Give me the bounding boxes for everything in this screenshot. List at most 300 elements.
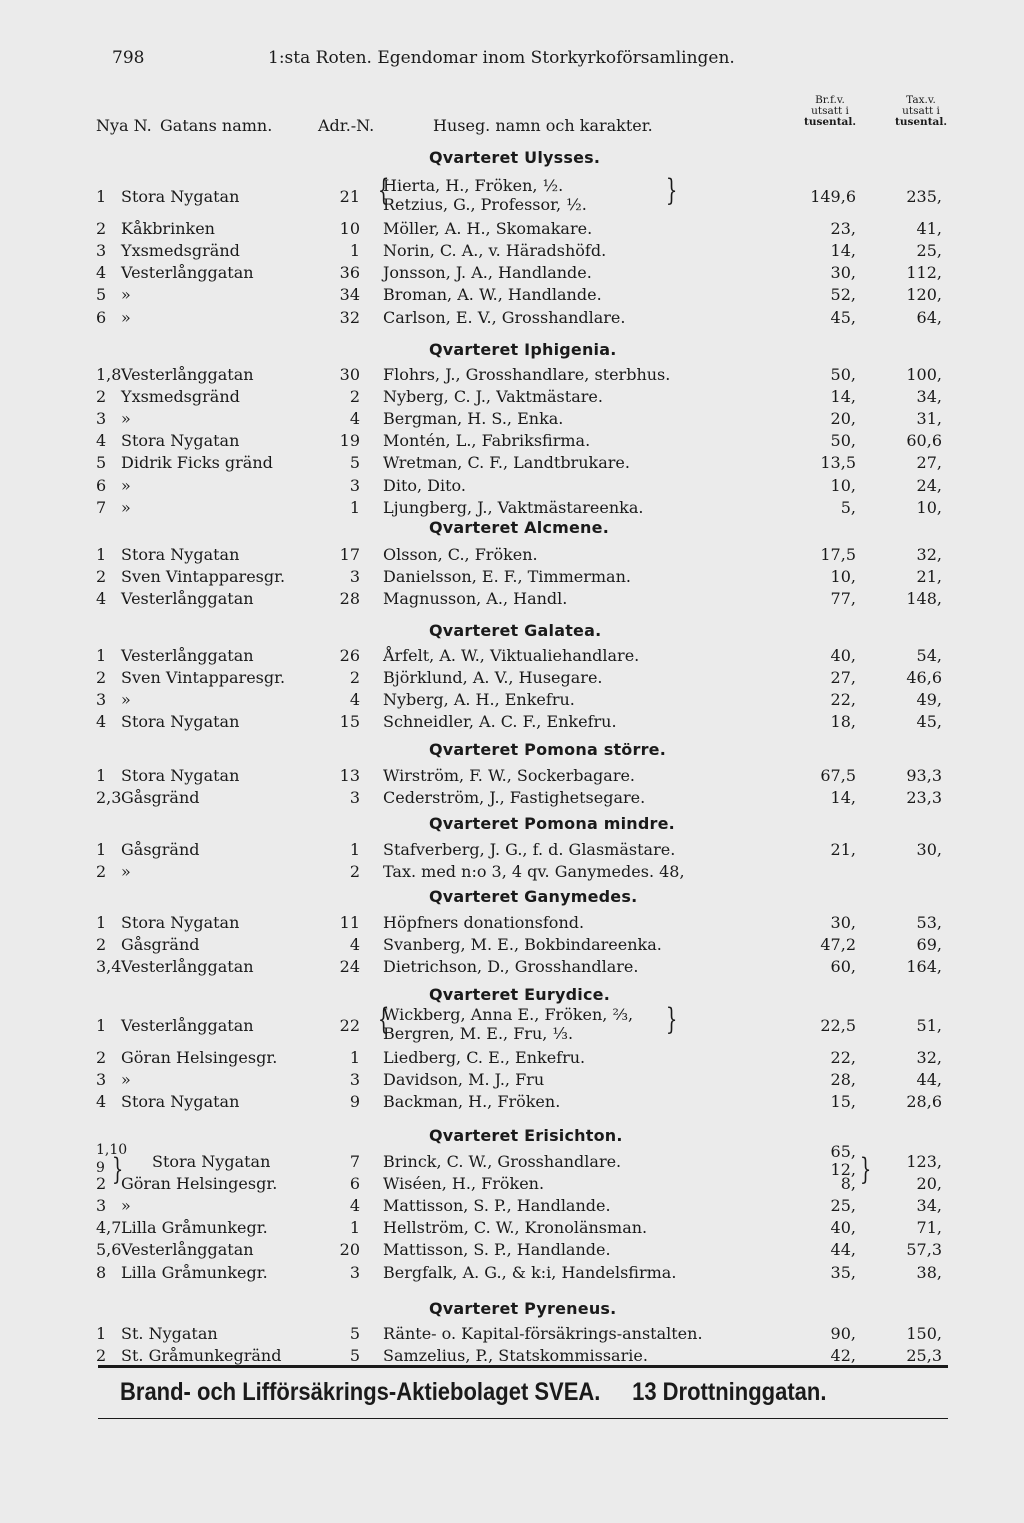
col-nya-n: Nya N. [96, 116, 152, 135]
property-row [0, 957, 1024, 981]
row-brf-value: 5, [840, 497, 856, 517]
col-tax-sub2: tusental. [894, 116, 947, 128]
row-number: 5 [96, 285, 107, 305]
quarter-title: Qvarteret Pomona mindre. [429, 814, 675, 833]
row-address-number: 30 [339, 365, 360, 384]
property-row [0, 646, 1024, 670]
row-street: Vesterlånggatan [121, 1240, 254, 1260]
row-tax-value: 28,6 [906, 1092, 942, 1112]
property-row [0, 712, 1024, 736]
property-row [0, 1174, 1024, 1198]
property-row [0, 431, 1024, 455]
row-number: 4 [96, 431, 107, 451]
row-address-number: 28 [339, 589, 360, 609]
footer-advert [120, 1378, 826, 1407]
row-brf-value: 27, [830, 668, 856, 688]
row-number: 2 [96, 668, 107, 688]
row-tax-value: 57,3 [906, 1240, 942, 1260]
brace: } [111, 1152, 124, 1187]
row-street: Vesterlånggatan [121, 1016, 254, 1035]
property-row [0, 788, 1024, 812]
col-gatans-namn: Gatans namn. [160, 116, 273, 135]
property-row [0, 1002, 1024, 1043]
row-tax-value: 235, [906, 187, 942, 206]
property-row [0, 308, 1024, 332]
row-number-2: 9 [96, 1160, 105, 1176]
row-brf-value: 50, [830, 365, 856, 384]
row-brf-value: 40, [830, 1218, 856, 1238]
row-owner: Tax. med n:o 3, 4 qv. Ganymedes. 48, [383, 862, 685, 882]
row-number: 1 [96, 646, 107, 665]
row-owner: Stafverberg, J. G., f. d. Glasmästare. [383, 840, 676, 859]
row-tax-value: 100, [906, 365, 942, 384]
col-brf-sub1: utsatt i [811, 105, 849, 117]
row-tax-value: 64, [916, 307, 942, 327]
row-owner: Ränte- o. Kapital-försäkrings-anstalten. [383, 1324, 703, 1343]
property-row [0, 1048, 1024, 1072]
row-owner: Magnusson, A., Handl. [383, 589, 568, 609]
row-address-number: 19 [339, 431, 360, 451]
row-owner: Wickberg, Anna E., Fröken, ⅔, [383, 1005, 634, 1024]
property-row [0, 589, 1024, 613]
row-street: St. Nygatan [121, 1324, 218, 1343]
row-address-number: 5 [349, 1324, 360, 1343]
row-address-number: 10 [339, 219, 360, 239]
row-brf-value: 90, [830, 1324, 856, 1343]
row-street: Kåkbrinken [121, 219, 215, 239]
row-street: » [121, 1196, 131, 1216]
row-address-number: 3 [349, 1262, 360, 1282]
property-row [0, 690, 1024, 714]
col-brf-title: Br.f.v. [815, 94, 845, 106]
row-address-number: 24 [339, 957, 360, 977]
row-address-number: 5 [349, 453, 360, 473]
row-owner: Bergfalk, A. G., & k:i, Handelsfirma. [383, 1262, 677, 1282]
row-street: Göran Helsingesgr. [121, 1048, 278, 1068]
row-number: 5 [96, 453, 107, 473]
row-brf-value: 10, [830, 567, 856, 587]
row-street: » [121, 497, 131, 517]
row-tax-value: 25,3 [906, 1346, 942, 1366]
row-tax-value: 60,6 [906, 431, 942, 451]
row-brf-value: 47,2 [820, 935, 856, 955]
property-row [0, 173, 1024, 214]
row-owner: Möller, A. H., Skomakare. [383, 219, 593, 239]
row-owner: Nyberg, A. H., Enkefru. [383, 690, 575, 710]
row-owner: Wirström, F. W., Sockerbagare. [383, 766, 636, 785]
row-number: 4 [96, 1092, 107, 1112]
row-number: 1 [96, 1324, 107, 1343]
row-tax-value: 164, [906, 957, 942, 977]
row-brf-value-2: 12, [830, 1160, 856, 1179]
row-number: 3 [96, 241, 107, 261]
row-address-number: 4 [349, 935, 360, 955]
row-brf-value: 25, [830, 1196, 856, 1216]
row-number: 5,6 [96, 1240, 122, 1260]
row-tax-value: 34, [916, 1196, 942, 1216]
property-row [0, 409, 1024, 433]
row-brf-value: 10, [830, 475, 856, 495]
row-address-number: 5 [349, 1346, 360, 1366]
row-address-number: 3 [349, 475, 360, 495]
row-number: 2 [96, 1174, 107, 1194]
row-address-number: 4 [349, 1196, 360, 1216]
row-address-number: 1 [349, 1218, 360, 1238]
row-owner: Björklund, A. V., Husegare. [383, 668, 603, 688]
row-owner: Ljungberg, J., Vaktmästareenka. [383, 497, 644, 517]
row-address-number: 11 [339, 913, 360, 932]
row-street: Stora Nygatan [121, 712, 240, 732]
row-tax-value: 41, [916, 219, 942, 239]
row-street: Göran Helsingesgr. [121, 1174, 278, 1194]
row-number: 7 [96, 497, 107, 517]
property-row [0, 1070, 1024, 1094]
row-tax-value: 112, [906, 263, 942, 283]
row-address-number: 21 [339, 187, 360, 206]
footer-company: Brand- och Lifförsäkrings-Aktiebolaget SVEA. [120, 1378, 601, 1406]
row-address-number: 22 [339, 1016, 360, 1035]
row-street: St. Gråmunkegränd [121, 1346, 282, 1366]
quarter-title: Qvarteret Iphigenia. [429, 340, 617, 359]
row-street: Vesterlånggatan [121, 365, 254, 384]
property-row [0, 668, 1024, 692]
property-row [0, 545, 1024, 569]
row-brf-value: 44, [830, 1240, 856, 1260]
row-address-number: 36 [339, 263, 360, 283]
row-street: Stora Nygatan [121, 431, 240, 451]
row-number: 2 [96, 1048, 107, 1068]
row-street: Lilla Gråmunkegr. [121, 1218, 268, 1238]
property-row [0, 476, 1024, 500]
quarter-title: Qvarteret Ganymedes. [429, 887, 638, 906]
property-row [0, 1324, 1024, 1348]
row-tax-value: 32, [916, 1048, 942, 1068]
row-street: » [121, 409, 131, 429]
property-row [0, 453, 1024, 477]
row-owner: Schneidler, A. C. F., Enkefru. [383, 712, 617, 732]
row-number: 2 [96, 387, 107, 407]
row-address-number: 15 [339, 712, 360, 732]
row-street: » [121, 475, 131, 495]
row-tax-value: 69, [916, 935, 942, 955]
col-adr-n: Adr.-N. [318, 116, 375, 135]
row-brf-value: 50, [830, 431, 856, 451]
row-brf-value: 15, [830, 1092, 856, 1112]
row-address-number: 3 [349, 788, 360, 808]
row-tax-value: 23,3 [906, 788, 942, 808]
row-brf-value: 22,5 [820, 1016, 856, 1035]
row-street: Lilla Gråmunkegr. [121, 1262, 268, 1282]
row-brf-value: 14, [830, 788, 856, 808]
row-brf-value: 22, [830, 690, 856, 710]
property-row [0, 1240, 1024, 1264]
row-tax-value: 53, [916, 913, 942, 932]
row-owner: Bergman, H. S., Enka. [383, 409, 564, 429]
row-owner: Årfelt, A. W., Viktualiehandlare. [383, 646, 640, 665]
row-brf-value: 42, [830, 1346, 856, 1366]
row-number: 1 [96, 913, 107, 932]
row-address-number: 7 [349, 1152, 360, 1171]
row-number: 8 [96, 1262, 107, 1282]
row-owner: Liedberg, C. E., Enkefru. [383, 1048, 586, 1068]
row-tax-value: 93,3 [906, 766, 942, 785]
row-address-number: 17 [339, 545, 360, 564]
quarter-title: Qvarteret Erisichton. [429, 1126, 623, 1145]
row-owner: Höpfners donationsfond. [383, 913, 585, 932]
row-number: 1,8 [96, 365, 122, 384]
property-row [0, 840, 1024, 864]
row-address-number: 6 [349, 1174, 360, 1194]
col-huseg: Huseg. namn och karakter. [433, 116, 653, 135]
row-address-number: 1 [349, 840, 360, 859]
row-street: Sven Vintapparesgr. [121, 567, 286, 587]
row-address-number: 1 [349, 497, 360, 517]
row-address-number: 20 [339, 1240, 360, 1260]
row-street: Stora Nygatan [152, 1152, 271, 1171]
row-street: Stora Nygatan [121, 187, 240, 206]
row-brf-value: 28, [830, 1070, 856, 1090]
row-brf-value: 13,5 [820, 453, 856, 473]
row-address-number: 32 [339, 307, 360, 327]
row-tax-value: 148, [906, 589, 942, 609]
row-owner: Montén, L., Fabriksfirma. [383, 431, 591, 451]
row-brf-value: 35, [830, 1262, 856, 1282]
page-header-title: 1:sta Roten. Egendomar inom Storkyrkoförsamlingen. [268, 48, 735, 68]
row-tax-value: 120, [906, 285, 942, 305]
row-number: 2,3 [96, 788, 122, 808]
row-street: » [121, 307, 131, 327]
row-street: Vesterlånggatan [121, 263, 254, 283]
row-brf-value: 149,6 [810, 187, 856, 206]
row-street: Gåsgränd [121, 788, 200, 808]
quarter-title: Qvarteret Alcmene. [429, 518, 609, 537]
row-tax-value: 25, [916, 241, 942, 261]
brace: } [859, 1152, 872, 1187]
row-brf-value: 14, [830, 241, 856, 261]
row-number: 1,10 [96, 1142, 128, 1158]
row-owner: Olsson, C., Fröken. [383, 545, 538, 564]
row-number: 6 [96, 307, 107, 327]
property-row [0, 219, 1024, 243]
row-address-number: 2 [349, 862, 360, 882]
row-brf-value: 60, [830, 957, 856, 977]
row-street: Vesterlånggatan [121, 646, 254, 665]
row-address-number: 26 [339, 646, 360, 665]
quarter-title: Qvarteret Ulysses. [429, 148, 601, 167]
row-tax-value: 51, [916, 1016, 942, 1035]
quarter-title: Qvarteret Galatea. [429, 621, 602, 640]
row-owner: Samzelius, P., Statskommissarie. [383, 1346, 648, 1366]
row-address-number: 3 [349, 1070, 360, 1090]
row-street: » [121, 1070, 131, 1090]
row-owner: Hellström, C. W., Kronolänsman. [383, 1218, 648, 1238]
quarter-title: Qvarteret Pomona större. [429, 740, 666, 759]
property-row [0, 935, 1024, 959]
row-number: 4 [96, 263, 107, 283]
row-brf-value: 18, [830, 712, 856, 732]
row-number: 4 [96, 712, 107, 732]
row-owner: Norin, C. A., v. Häradshöfd. [383, 241, 607, 261]
row-owner: Davidson, M. J., Fru [383, 1070, 545, 1090]
row-brf-value: 20, [830, 409, 856, 429]
footer-rule-top [98, 1365, 948, 1368]
brace: } [665, 1002, 678, 1037]
row-tax-value: 21, [916, 567, 942, 587]
row-number: 1 [96, 766, 107, 785]
row-owner: Carlson, E. V., Grosshandlare. [383, 307, 626, 327]
page-number: 798 [112, 48, 145, 68]
brace: { [377, 173, 390, 208]
row-number: 4 [96, 589, 107, 609]
row-number: 3 [96, 690, 107, 710]
row-number: 1 [96, 187, 107, 206]
row-tax-value: 34, [916, 387, 942, 407]
property-row [0, 1218, 1024, 1242]
row-address-number: 2 [349, 387, 360, 407]
row-street: » [121, 285, 131, 305]
property-row [0, 241, 1024, 265]
row-tax-value: 31, [916, 409, 942, 429]
row-tax-value: 123, [906, 1152, 942, 1171]
row-owner: Danielsson, E. F., Timmerman. [383, 567, 631, 587]
row-number: 3 [96, 1070, 107, 1090]
row-street: Sven Vintapparesgr. [121, 668, 286, 688]
row-brf-value: 67,5 [820, 766, 856, 785]
row-brf-value: 14, [830, 387, 856, 407]
row-tax-value: 24, [916, 475, 942, 495]
row-owner: Mattisson, S. P., Handlande. [383, 1196, 611, 1216]
row-brf-value: 17,5 [820, 545, 856, 564]
property-row [0, 1196, 1024, 1220]
row-brf-value: 23, [830, 219, 856, 239]
quarter-title: Qvarteret Eurydice. [429, 985, 610, 1004]
row-owner: Broman, A. W., Handlande. [383, 285, 602, 305]
row-brf-value: 77, [830, 589, 856, 609]
row-tax-value: 46,6 [906, 668, 942, 688]
row-tax-value: 45, [916, 712, 942, 732]
col-tax-title: Tax.v. [906, 94, 936, 106]
row-address-number: 2 [349, 668, 360, 688]
row-owner-2: Retzius, G., Professor, ½. [383, 195, 587, 214]
row-number: 1 [96, 1016, 107, 1035]
row-owner: Mattisson, S. P., Handlande. [383, 1240, 611, 1260]
row-brf-value: 8, [840, 1174, 856, 1194]
property-row [0, 263, 1024, 287]
row-brf-value: 21, [830, 840, 856, 859]
property-row [0, 387, 1024, 411]
row-number: 2 [96, 567, 107, 587]
row-tax-value: 150, [906, 1324, 942, 1343]
row-street: » [121, 690, 131, 710]
row-street: Gåsgränd [121, 935, 200, 955]
row-tax-value: 20, [916, 1174, 942, 1194]
row-address-number: 3 [349, 567, 360, 587]
property-row [0, 766, 1024, 790]
row-address-number: 1 [349, 241, 360, 261]
row-number: 2 [96, 862, 107, 882]
row-street: Yxsmedsgränd [121, 387, 240, 407]
footer-address: 13 Drottninggatan. [632, 1378, 827, 1406]
row-address-number: 4 [349, 409, 360, 429]
property-row [0, 567, 1024, 591]
row-brf-value: 65, [830, 1142, 856, 1161]
row-street: » [121, 862, 131, 882]
row-number: 2 [96, 1346, 107, 1366]
row-tax-value: 71, [916, 1218, 942, 1238]
row-tax-value: 27, [916, 453, 942, 473]
property-row [0, 365, 1024, 389]
row-address-number: 1 [349, 1048, 360, 1068]
row-number: 1 [96, 545, 107, 564]
row-brf-value: 30, [830, 263, 856, 283]
row-owner: Jonsson, J. A., Handlande. [383, 263, 592, 283]
row-number: 4,7 [96, 1218, 122, 1238]
row-owner: Wretman, C. F., Landtbrukare. [383, 453, 630, 473]
row-number: 3 [96, 1196, 107, 1216]
row-tax-value: 38, [916, 1262, 942, 1282]
row-number: 1 [96, 840, 107, 859]
brace: { [377, 1002, 390, 1037]
row-number: 3,4 [96, 957, 122, 977]
row-owner: Dito, Dito. [383, 475, 466, 495]
row-street: Didrik Ficks gränd [121, 453, 273, 473]
row-tax-value: 49, [916, 690, 942, 710]
col-brf-sub2: tusental. [803, 116, 856, 128]
property-row [0, 913, 1024, 937]
row-street: Vesterlånggatan [121, 957, 254, 977]
row-number: 3 [96, 409, 107, 429]
row-brf-value: 30, [830, 913, 856, 932]
row-street: Stora Nygatan [121, 545, 240, 564]
property-row [0, 862, 1024, 886]
property-row [0, 285, 1024, 309]
col-tax-sub1: utsatt i [902, 105, 940, 117]
row-owner: Nyberg, C. J., Vaktmästare. [383, 387, 603, 407]
row-tax-value: 54, [916, 646, 942, 665]
col-tax [878, 95, 964, 128]
row-street: Yxsmedsgränd [121, 241, 240, 261]
row-tax-value: 10, [916, 497, 942, 517]
footer-rule-bottom [98, 1418, 948, 1419]
row-owner: Flohrs, J., Grosshandlare, sterbhus. [383, 365, 671, 384]
row-tax-value: 30, [916, 840, 942, 859]
row-owner-2: Bergren, M. E., Fru, ⅓. [383, 1024, 574, 1043]
row-street: Stora Nygatan [121, 913, 240, 932]
row-address-number: 9 [349, 1092, 360, 1112]
row-owner: Hierta, H., Fröken, ½. [383, 176, 564, 195]
row-number: 2 [96, 219, 107, 239]
row-address-number: 34 [339, 285, 360, 305]
row-tax-value: 32, [916, 545, 942, 564]
row-brf-value: 40, [830, 646, 856, 665]
row-brf-value: 52, [830, 285, 856, 305]
row-street: Stora Nygatan [121, 1092, 240, 1112]
row-brf-value: 22, [830, 1048, 856, 1068]
row-address-number: 13 [339, 766, 360, 785]
row-street: Stora Nygatan [121, 766, 240, 785]
row-owner: Backman, H., Fröken. [383, 1092, 561, 1112]
row-owner: Cederström, J., Fastighetsegare. [383, 788, 646, 808]
row-owner: Wiséen, H., Fröken. [383, 1174, 545, 1194]
quarter-title: Qvarteret Pyreneus. [429, 1299, 617, 1318]
row-street: Gåsgränd [121, 840, 200, 859]
row-street: Vesterlånggatan [121, 589, 254, 609]
property-row [0, 1263, 1024, 1287]
row-brf-value: 45, [830, 307, 856, 327]
row-owner: Brinck, C. W., Grosshandlare. [383, 1152, 622, 1171]
col-brf [790, 95, 870, 128]
row-number: 2 [96, 935, 107, 955]
